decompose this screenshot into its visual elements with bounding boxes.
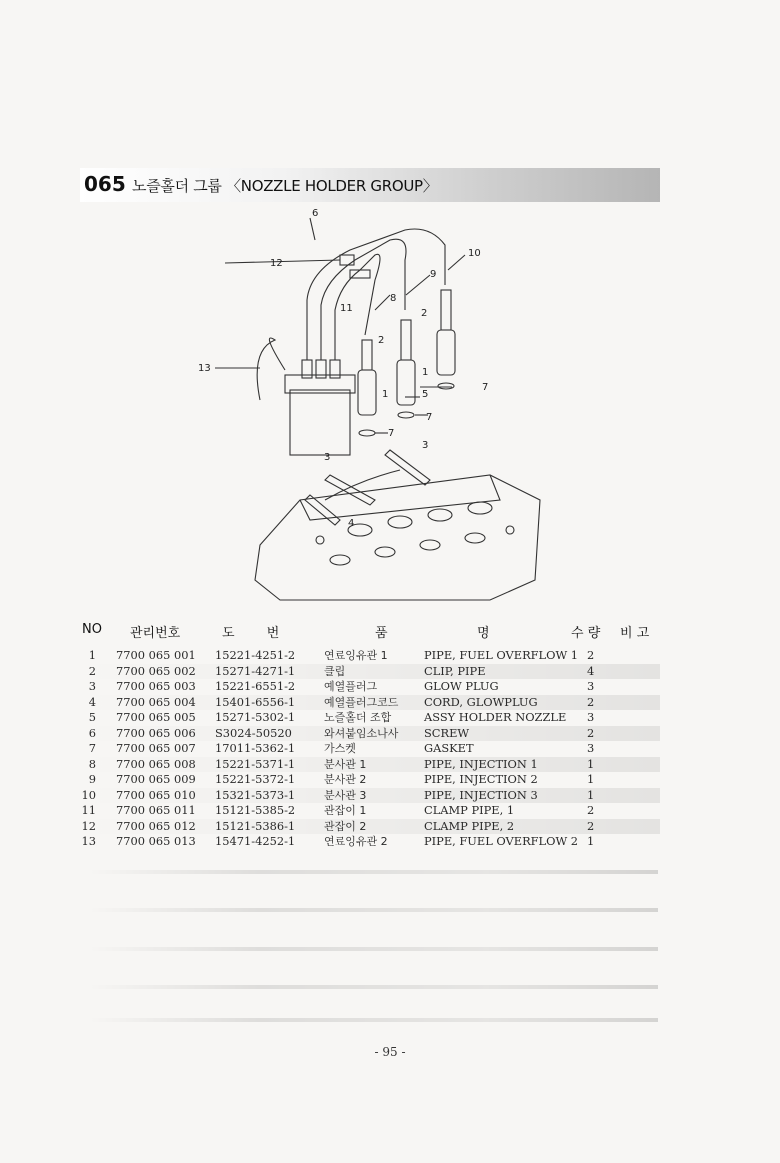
row-part-code: 7700 065 010: [116, 787, 196, 802]
nozzle-holder-mid: [397, 360, 415, 405]
row-no: 3: [88, 679, 96, 693]
row-part-code: 7700 065 007: [116, 741, 196, 755]
callout-10: 10: [468, 248, 481, 259]
page-number: - 95 -: [374, 1045, 406, 1059]
callout-7b: 7: [426, 412, 433, 423]
row-qty: 1: [587, 834, 595, 848]
row-no: 5: [88, 710, 96, 724]
row-part-name-kor: 가스켓: [324, 742, 356, 755]
table-row: [80, 741, 660, 757]
row-part-name-eng: PIPE, INJECTION 2: [424, 772, 538, 786]
row-qty: 2: [587, 648, 595, 662]
row-qty: 2: [587, 803, 595, 817]
row-part-name-eng: GLOW PLUG: [424, 679, 499, 693]
callout-12: 12: [270, 258, 283, 269]
callout-7a: 7: [482, 382, 489, 393]
row-part-code: 7700 065 011: [116, 803, 196, 817]
table-row: [80, 710, 660, 726]
row-part-name-kor: 분사관 1: [324, 757, 367, 771]
row-part-name-eng: SCREW: [424, 725, 470, 740]
scan-artifact: [88, 908, 658, 912]
row-part-name-eng: PIPE, FUEL OVERFLOW 1: [424, 648, 579, 662]
pipe-clamp-11: [350, 270, 370, 278]
callout-6: 6: [312, 208, 319, 219]
row-part-name-kor: 클립: [324, 664, 346, 678]
nozzle-holder-exploded-diagram: [190, 200, 550, 605]
row-part-name-eng: CLAMP PIPE, 1: [424, 803, 515, 817]
parts-table: [80, 648, 660, 850]
row-qty: 2: [587, 725, 595, 740]
injection-pump: [290, 390, 350, 455]
row-drawing-no: 15221-6551-2: [215, 679, 296, 693]
row-no: 2: [88, 663, 96, 678]
table-row: [80, 803, 660, 819]
row-part-name-kor: 노즐홀더 조합: [324, 711, 392, 724]
callout-3b: 3: [422, 440, 429, 451]
row-part-code: 7700 065 008: [116, 756, 196, 771]
row-no: 12: [81, 818, 96, 833]
overflow-pipe-13: [257, 338, 285, 400]
row-qty: 3: [587, 710, 595, 724]
col-part-code: 관리번호: [130, 626, 181, 641]
table-row: [80, 726, 660, 742]
row-drawing-no: 15221-4251-2: [215, 648, 296, 662]
glow-plug-right: [385, 450, 430, 485]
row-qty: 2: [587, 818, 595, 833]
row-part-code: 7700 065 013: [116, 834, 196, 848]
row-no: 9: [88, 772, 96, 786]
callout-3a: 3: [324, 452, 331, 463]
row-no: 10: [81, 787, 96, 802]
scan-artifact: [88, 870, 658, 874]
callout-1b: 1: [422, 367, 429, 378]
col-no: NO: [82, 622, 102, 637]
row-part-name-eng: PIPE, INJECTION 1: [424, 756, 538, 771]
callout-11: 11: [340, 303, 353, 314]
table-row: [80, 788, 660, 804]
row-part-code: 7700 065 003: [116, 679, 196, 693]
row-part-name-eng: CLAMP PIPE, 2: [424, 818, 515, 833]
row-no: 4: [88, 694, 96, 709]
row-part-code: 7700 065 004: [116, 694, 196, 709]
table-row: [80, 819, 660, 835]
row-drawing-no: S3024-50520: [215, 725, 292, 740]
pipe-clamp-12: [340, 255, 354, 265]
row-qty: 1: [587, 787, 595, 802]
row-qty: 3: [587, 741, 595, 755]
row-part-code: 7700 065 002: [116, 663, 196, 678]
row-no: 8: [88, 756, 96, 771]
table-row: [80, 679, 660, 695]
row-part-name-kor: 예열플러그코드: [324, 695, 399, 709]
row-drawing-no: 15401-6556-1: [215, 694, 296, 709]
callout-2b: 2: [421, 308, 428, 319]
row-drawing-no: 15321-5373-1: [215, 787, 296, 802]
col-part-name-kor: 품: [375, 626, 388, 641]
row-part-name-kor: 분사관 2: [324, 773, 367, 786]
row-no: 6: [88, 725, 96, 740]
col-remarks: 비 고: [620, 626, 650, 641]
table-row: [80, 664, 660, 680]
row-part-name-kor: 관잡이 2: [324, 819, 367, 833]
row-drawing-no: 17011-5362-1: [215, 741, 296, 755]
table-row: [80, 695, 660, 711]
callout-5: 5: [422, 389, 429, 400]
col-part-name-eng: 명: [477, 626, 490, 641]
injection-pipe-10: [307, 229, 445, 360]
table-row: [80, 834, 660, 850]
table-row: [80, 648, 660, 664]
row-part-name-eng: PIPE, FUEL OVERFLOW 2: [424, 834, 579, 848]
row-drawing-no: 15471-4252-1: [215, 834, 296, 848]
nozzle-holder-left: [358, 370, 376, 415]
row-part-name-kor: 와셔붙임소나사: [324, 726, 399, 740]
section-number: 065: [84, 172, 126, 196]
row-part-name-eng: ASSY HOLDER NOZZLE: [424, 710, 567, 724]
row-part-name-eng: CORD, GLOWPLUG: [424, 694, 538, 709]
row-drawing-no: 15271-5302-1: [215, 710, 296, 724]
callout-1a: 1: [382, 389, 389, 400]
nozzle-holder-right: [437, 330, 455, 375]
callout-8: 8: [390, 293, 397, 304]
scan-artifact: [88, 985, 658, 989]
row-drawing-no: 15221-5371-1: [215, 756, 296, 771]
row-part-name-kor: 관잡이 1: [324, 804, 367, 817]
row-drawing-no: 15271-4271-1: [215, 663, 296, 678]
scan-artifact: [88, 947, 658, 951]
callout-13: 13: [198, 363, 211, 374]
row-drawing-no: 15121-5386-1: [215, 818, 296, 833]
section-title: 노즐홀더 그룹 〈NOZZLE HOLDER GROUP〉: [132, 177, 438, 195]
row-part-name-eng: PIPE, INJECTION 3: [424, 787, 538, 802]
row-no: 11: [81, 803, 96, 817]
row-qty: 2: [587, 694, 595, 709]
row-part-code: 7700 065 009: [116, 772, 196, 786]
table-row: [80, 772, 660, 788]
callout-2a: 2: [378, 335, 385, 346]
col-drawing-no: 도 번: [222, 626, 294, 641]
row-part-code: 7700 065 005: [116, 710, 196, 724]
row-drawing-no: 15121-5385-2: [215, 803, 296, 817]
parts-table-header: [80, 620, 660, 642]
table-row: [80, 757, 660, 773]
row-qty: 1: [587, 756, 595, 771]
row-qty: 3: [587, 679, 595, 693]
row-part-name-kor: 예열플러그: [324, 680, 378, 693]
callout-4: 4: [348, 518, 355, 529]
row-part-code: 7700 065 006: [116, 725, 196, 740]
row-qty: 1: [587, 772, 595, 786]
row-part-name-eng: GASKET: [424, 741, 474, 755]
callout-7c: 7: [388, 428, 395, 439]
scan-artifact: [88, 1018, 658, 1022]
row-part-name-eng: CLIP, PIPE: [424, 663, 486, 678]
row-part-name-kor: 분사관 3: [324, 788, 367, 802]
row-qty: 4: [587, 663, 595, 678]
row-no: 13: [81, 834, 96, 848]
row-part-code: 7700 065 001: [116, 648, 196, 662]
row-drawing-no: 15221-5372-1: [215, 772, 296, 786]
row-no: 7: [88, 741, 96, 755]
row-no: 1: [88, 648, 96, 662]
row-part-name-kor: 연료잉유관 1: [324, 649, 388, 662]
row-part-code: 7700 065 012: [116, 818, 196, 833]
callout-9: 9: [430, 269, 437, 280]
col-qty: 수 량: [571, 626, 601, 641]
row-part-name-kor: 연료잉유관 2: [324, 835, 388, 848]
